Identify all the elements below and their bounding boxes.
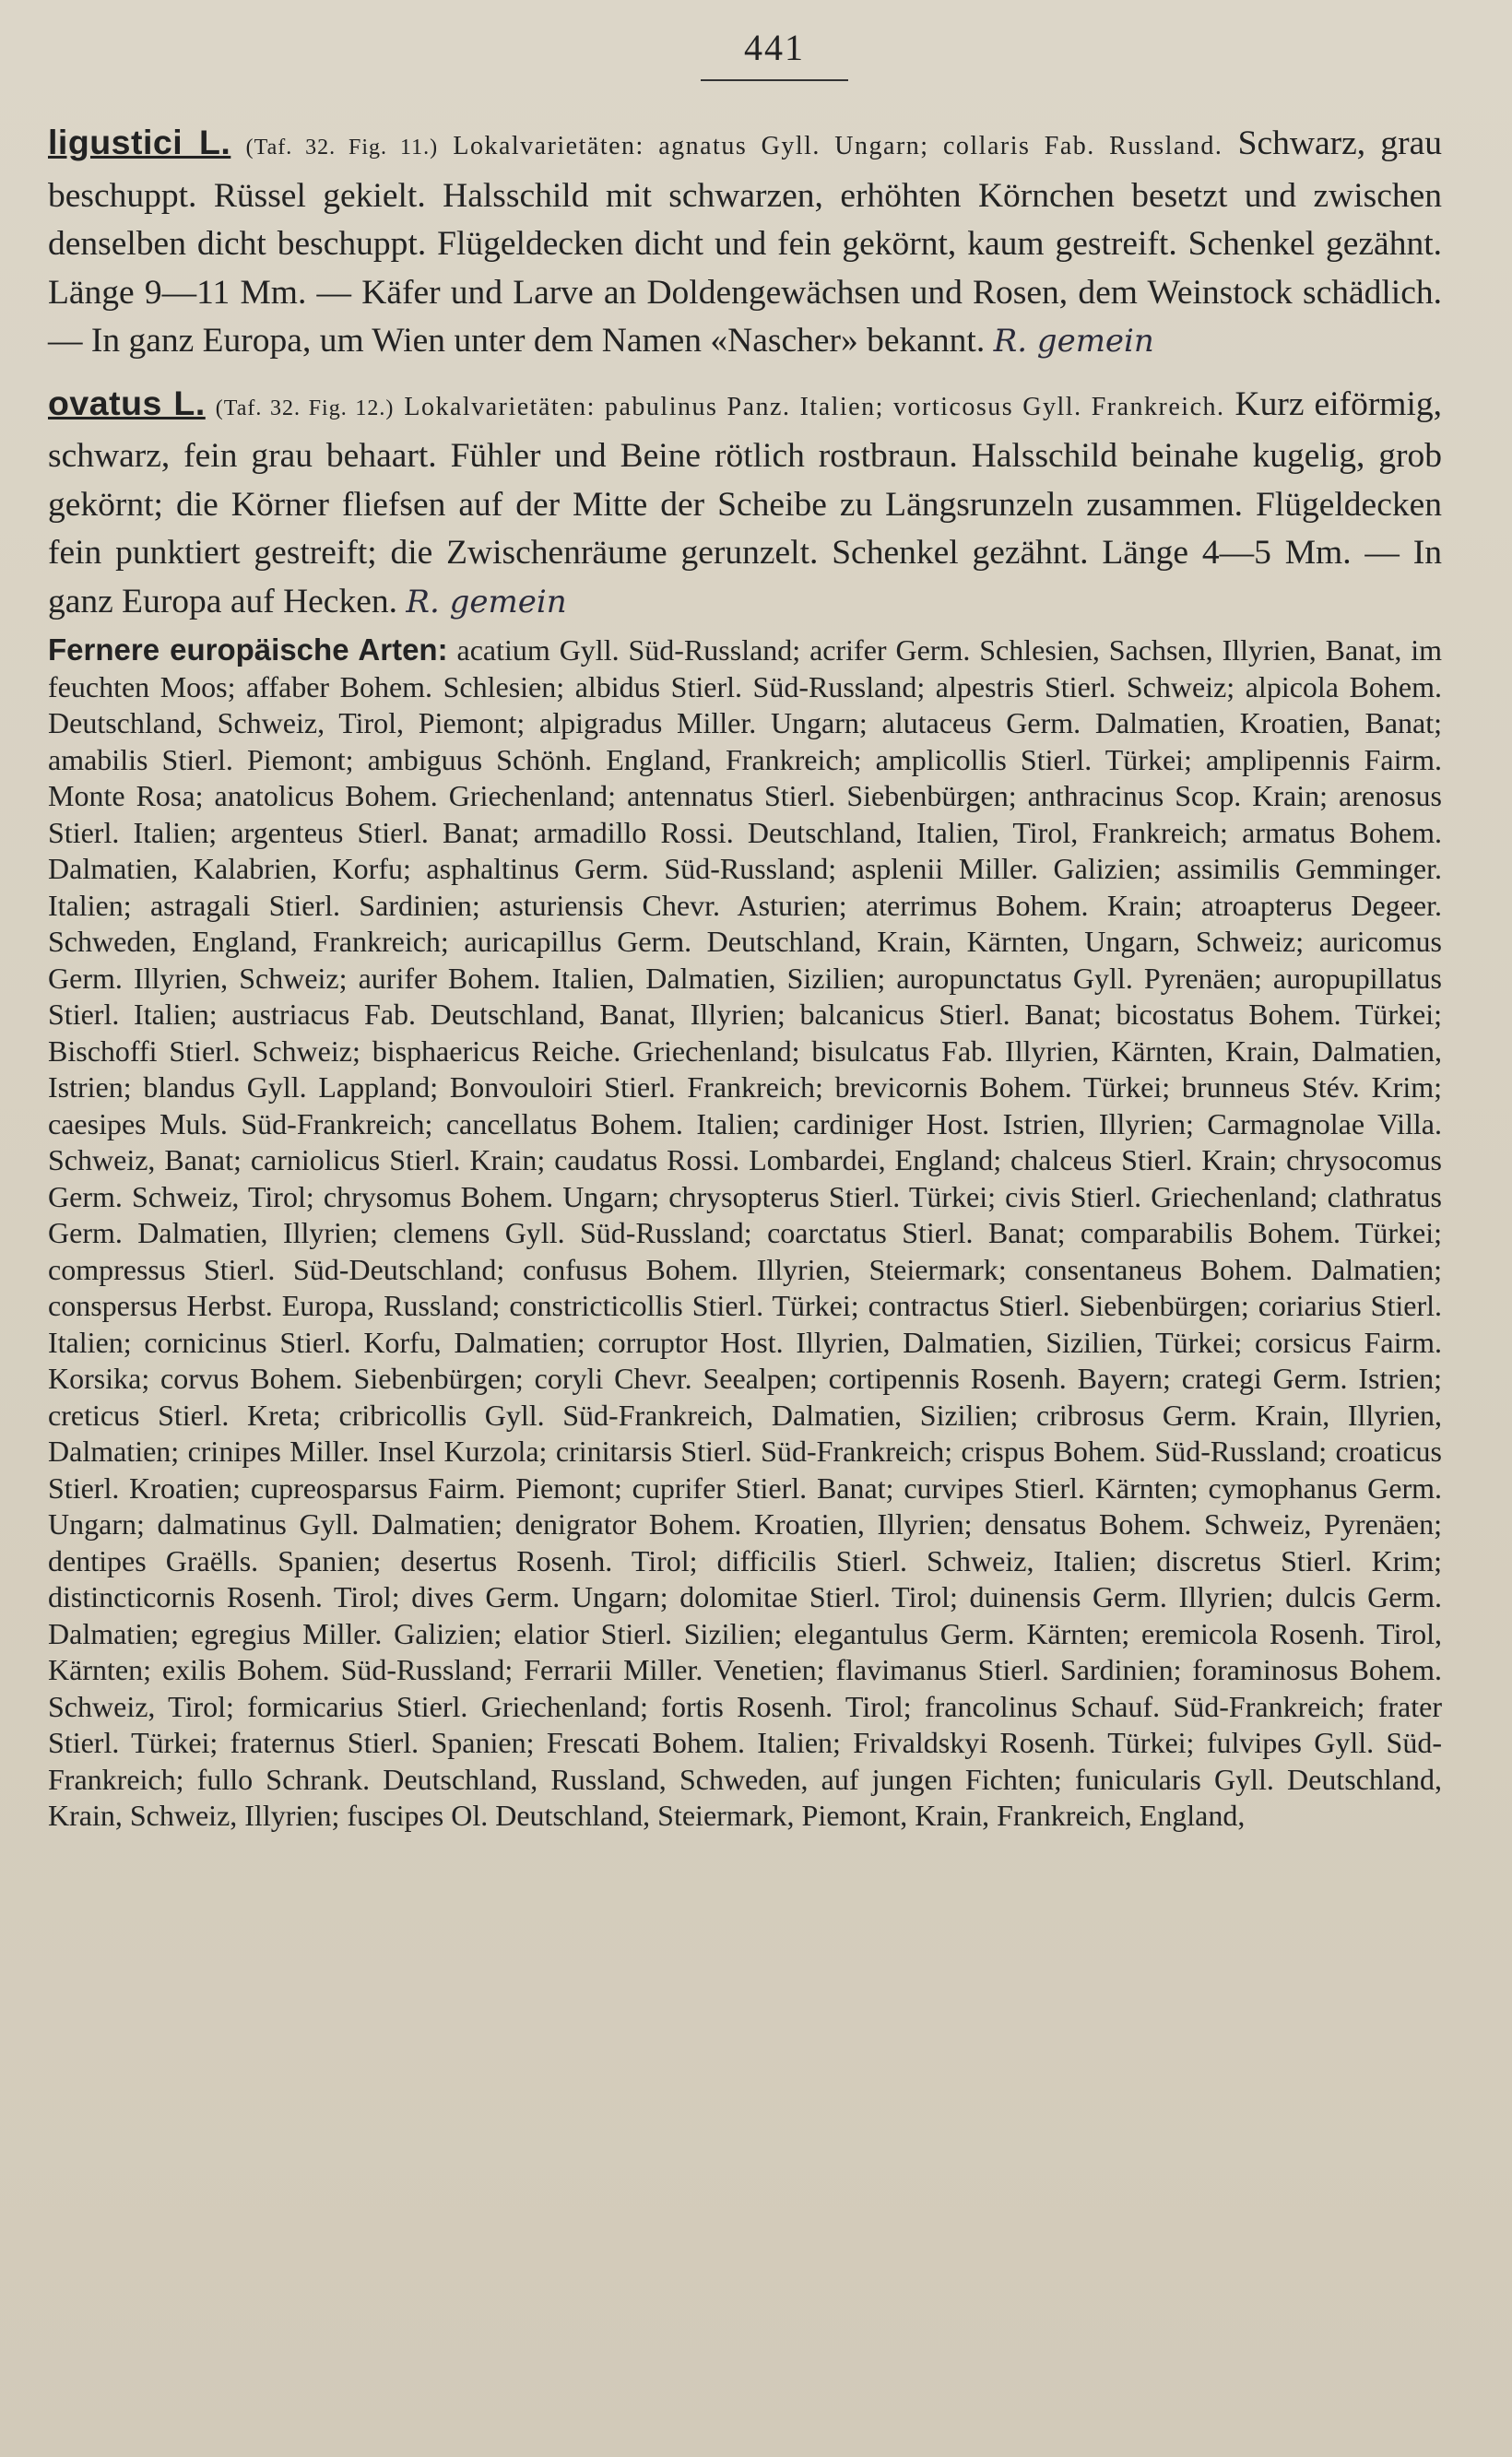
species-description: Kurz eiförmig, schwarz, fein grau behaart. Fühler und Beine rötlich rostbraun. Halsschild beinahe kugelig, grob gekörnt; die Körner fliefsen auf der Mitte der Scheibe zu Längsrunzeln zusammen. Flügeldecken fein punktiert gestreift; die Zwischenräume gerunzelt. Schenkel gezähnt. Länge 4—5 Mm. — In ganz Europa auf Hecken. [48, 384, 1443, 620]
species-name: ligustici L. [48, 123, 231, 161]
plate-reference: (Taf. 32. Fig. 11.) [245, 136, 439, 159]
page-number: 441 [744, 27, 805, 68]
local-varieties: Lokalvarietäten: pabulinus Panz. Italien; vorticosus Gyll. Frankreich. [404, 392, 1225, 421]
plate-reference: (Taf. 32. Fig. 12.) [215, 396, 395, 420]
species-entry [48, 118, 1442, 366]
species-description: Schwarz, grau beschuppt. Rüssel gekielt. Halsschild mit schwarzen, erhöhten Körnchen besetzt und zwischen denselben dicht beschuppt. Flügeldecken dicht und fein gekörnt, kaum gestreift. Schenkel gezähnt. Länge 9—11 Mm. — Käfer und Larve an Doldengewächsen und Rosen, dem Weinstock schädlich. — In ganz Europa, um Wien unter dem Namen «Nascher» bekannt. [48, 124, 1443, 360]
local-varieties: Lokalvarietäten: agnatus Gyll. Ungarn; collaris Fab. Russland. [453, 132, 1223, 160]
further-species-list: acatium Gyll. Süd-Russland; acrifer Germ. Schlesien, Sachsen, Illyrien, Banat, im feuchten Moos; affaber Bohem. Schlesien; albidus Stierl. Süd-Russland; alpestris Stierl. Schweiz; alpicola Bohem. Deutschland, Schweiz, Tirol, Piemont; alpigradus Miller. Ungarn; alutaceus Germ. Dalmatien, Kroatien, Banat; amabilis Stierl. Piemont; ambiguus Schönh. England, Frankreich; amplicollis Stierl. Türkei; amplipennis Fairm. Monte Rosa; anatolicus Bohem. Griechenland; antennatus Stierl. Siebenbürgen; anthracinus Scop. Krain; arenosus Stierl. Italien; argenteus Stierl. Banat; armadillo Rossi. Deutschland, Italien, Tirol, Frankreich; armatus Bohem. Dalmatien, Kalabrien, Korfu; asphaltinus Germ. Süd-Russland; asplenii Miller. Galizien; assimilis Gemminger. Italien; astragali Stierl. Sardinien; asturiensis Chevr. Asturien; aterrimus Bohem. Krain; atroapterus Degeer. Schweden, England, Frankreich; auricapillus Germ. Deutschland, Krain, Kärnten, Ungarn, Schweiz; auricomus Germ. Illyrien, Schweiz; aurifer Bohem. Italien, Dalmatien, Sizilien; auropunctatus Gyll. Pyrenäen; auropupillatus Stierl. Italien; austriacus Fab. Deutschland, Banat, Illyrien; balcanicus Stierl. Banat; bicostatus Bohem. Türkei; Bischoffi Stierl. Schweiz; bisphaericus Reiche. Griechenland; bisulcatus Fab. Illyrien, Kärnten, Krain, Dalmatien, Istrien; blandus Gyll. Lappland; Bonvouloiri Stierl. Frankreich; brevicornis Bohem. Türkei; brunneus Stév. Krim; caesipes Muls. Süd-Frankreich; cancellatus Bohem. Italien; cardiniger Host. Istrien, Illyrien; Carmagnolae Villa. Schweiz, Banat; carniolicus Stierl. Krain; caudatus Rossi. Lombardei, England; chalceus Stierl. Krain; chrysocomus Germ. Schweiz, Tirol; chrysomus Bohem. Ungarn; chrysopterus Stierl. Türkei; civis Stierl. Griechenland; clathratus Germ. Dalmatien, Illyrien; clemens Gyll. Süd-Russland; coarctatus Stierl. Banat; comparabilis Bohem. Türkei; compressus Stierl. Süd-Deutschland; confusus Bohem. Illyrien, Steiermark; consentaneus Bohem. Dalmatien; conspersus Herbst. Europa, Russland; constricticollis Stierl. Türkei; contractus Stierl. Siebenbürgen; coriarius Stierl. Italien; cornicinus Stierl. Korfu, Dalmatien; corruptor Host. Illyrien, Dalmatien, Sizilien, Türkei; corsicus Fairm. Korsika; corvus Bohem. Siebenbürgen; coryli Chevr. Seealpen; cortipennis Rosenh. Bayern; crategi Germ. Istrien; creticus Stierl. Kreta; cribricollis Gyll. Süd-Frankreich, Dalmatien, Sizilien; cribrosus Germ. Krain, Illyrien, Dalmatien; crinipes Miller. Insel Kurzola; crinitarsis Stierl. Süd-Frankreich; crispus Bohem. Süd-Russland; croaticus Stierl. Kroatien; cupreosparsus Fairm. Piemont; cuprifer Stierl. Banat; curvipes Stierl. Kärnten; cymophanus Germ. Ungarn; dalmatinus Gyll. Dalmatien; denigrator Bohem. Kroatien, Illyrien; densatus Bohem. Schweiz, Pyrenäen; dentipes Graëlls. Spanien; desertus Rosenh. Tirol; difficilis Stierl. Schweiz, Italien; discretus Stierl. Krim; distincticornis Rosenh. Tirol; dives Germ. Ungarn; dolomitae Stierl. Tirol; duinensis Germ. Illyrien; dulcis Germ. Dalmatien; egregius Miller. Galizien; elatior Stierl. Sizilien; elegantulus Germ. Kärnten; eremicola Rosenh. Tirol, Kärnten; exilis Bohem. Süd-Russland; Ferrarii Miller. Venetien; flavimanus Stierl. Sardinien; foraminosus Bohem. Schweiz, Tirol; formicarius Stierl. Griechenland; fortis Rosenh. Tirol; francolinus Schauf. Süd-Frankreich; frater Stierl. Türkei; fraternus Stierl. Spanien; Frescati Bohem. Italien; Frivaldskyi Rosenh. Türkei; fulvipes Gyll. Süd-Frankreich; fullo Schrank. Deutschland, Russland, Schweden, auf jungen Fichten; funicularis Gyll. Deutschland, Krain, Schweiz, Illyrien; fuscipes Ol. Deutschland, Steiermark, Piemont, Krain, Frankreich, England, [48, 633, 1443, 1832]
handwritten-note: R. gemein [406, 583, 567, 620]
further-species-heading: Fernere europäische Arten: [48, 632, 448, 667]
handwritten-note: R. gemein [993, 323, 1154, 360]
species-name: ovatus L. [48, 383, 206, 422]
page-body [48, 118, 1442, 1835]
further-species-paragraph [48, 632, 1442, 1835]
species-entry [48, 379, 1442, 627]
page-number-rule [701, 79, 848, 81]
